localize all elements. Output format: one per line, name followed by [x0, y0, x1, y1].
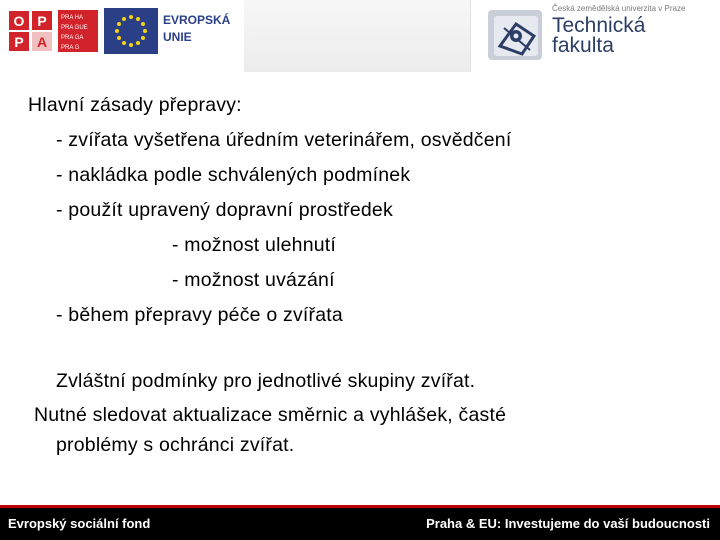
header — [0, 0, 720, 72]
paragraph-2-line1: Nutné sledovat aktualizace směrnic a vyhlášek, časté — [34, 404, 507, 426]
heading: Hlavní zásady přepravy: — [28, 94, 242, 116]
faculty-emblem-icon — [486, 6, 548, 64]
oppa-letter-1: O — [13, 13, 25, 29]
footer — [0, 505, 720, 540]
faculty-university-name: Česká zemědělská univerzita v Praze — [552, 4, 686, 13]
eu-label-line2: UNIE — [163, 30, 192, 44]
praha-line-2: PRA GUE — [61, 25, 88, 31]
list-item: - použít upravený dopravní prostředek — [56, 199, 393, 221]
oppa-letter-3: P — [14, 34, 24, 50]
oppa-logo — [8, 10, 54, 52]
footer-left-text: Evropský sociální fond — [8, 516, 151, 531]
faculty-name-line1: Technická — [552, 14, 646, 37]
praha-line-3: PRA GA — [61, 35, 84, 41]
paragraph-2-line2: problémy s ochránci zvířat. — [56, 434, 295, 456]
list-item: - zvířata vyšetřena úředním veterinářem, osvědčení — [56, 129, 512, 151]
list-item: - během přepravy péče o zvířata — [56, 304, 343, 326]
oppa-letter-2: P — [37, 13, 47, 29]
oppa-letter-4: A — [36, 34, 48, 50]
footer-right-text: Praha & EU: Investujeme do vaší budoucnosti — [426, 516, 710, 531]
eu-label-line1: EVROPSKÁ — [163, 13, 231, 27]
praha-line-1: PRA HA — [61, 15, 84, 21]
praha-line-4: PRA G — [61, 45, 80, 51]
header-gray-band — [244, 0, 471, 72]
faculty-name-line2: fakulta — [552, 34, 614, 57]
list-item: - nakládka podle schválených podmínek — [56, 164, 411, 186]
paragraph-1: Zvláštní podmínky pro jednotlivé skupiny zvířat. — [56, 370, 476, 392]
praha-logo — [58, 10, 98, 52]
sub-list-item: - možnost ulehnutí — [172, 234, 337, 256]
sub-list-item: - možnost uvázání — [172, 269, 335, 291]
